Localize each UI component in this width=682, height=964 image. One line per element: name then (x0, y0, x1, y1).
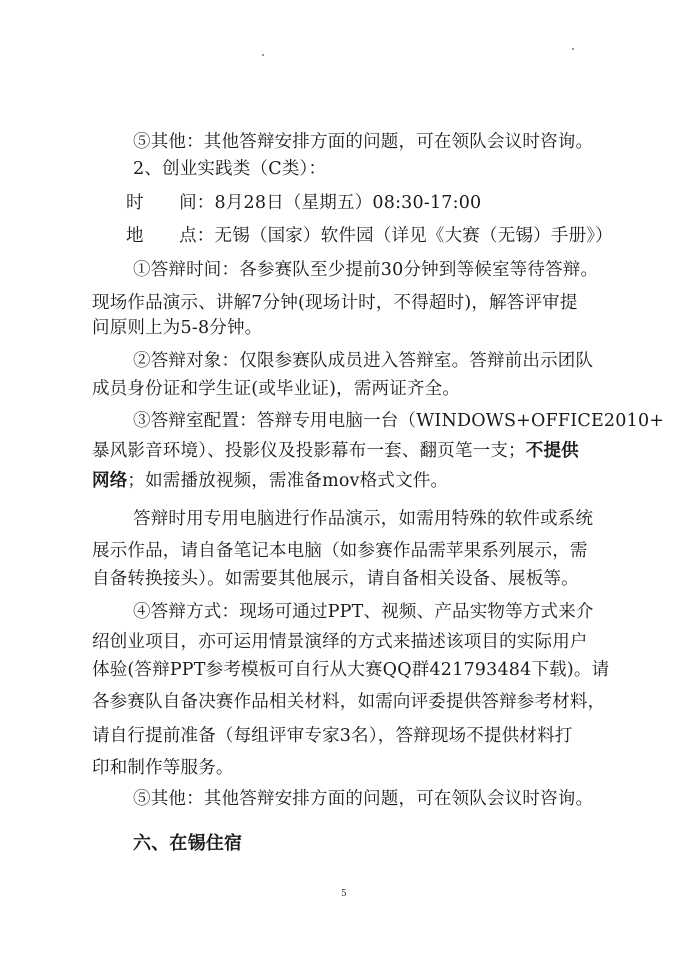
paragraph-line: 成员身份证和学生证(或毕业证)，需两证齐全。 (92, 379, 461, 399)
scan-speck (572, 48, 574, 50)
paragraph-line-location: 地 点：无锡（国家）软件园（详见《大赛（无锡）手册》） (126, 226, 613, 246)
line-text: ；如需播放视频，需准备mov格式文件。 (127, 471, 449, 491)
section-heading: 六、在锡住宿 (133, 833, 243, 854)
paragraph-line: 展示作品，请自备笔记本电脑（如参赛作品需苹果系列展示，需 (92, 541, 588, 561)
paragraph-line: 印和制作等服务。 (92, 758, 234, 778)
paragraph-line: 体验(答辩PPT参考模板可自行从大赛QQ群421793484下载)。请 (92, 660, 610, 680)
paragraph-line: 答辩时用专用电脑进行作品演示，如需用特殊的软件或系统 (133, 509, 594, 529)
bold-text: 不提供 (525, 441, 579, 461)
paragraph-line: ⑤其他：其他答辩安排方面的问题，可在领队会议时咨询。 (133, 132, 594, 152)
paragraph-line: 现场作品演示、讲解7分钟(现场计时，不得超时)，解答评审提 (92, 293, 578, 313)
paragraph-line: ②答辩对象：仅限参赛队成员进入答辩室。答辩前出示团队 (133, 351, 594, 371)
paragraph-line: 请自行提前准备（每组评审专家3名），答辩现场不提供材料打 (92, 726, 573, 746)
paragraph-line: ④答辩方式：现场可通过PPT、视频、产品实物等方式来介 (133, 602, 594, 622)
paragraph-line: 绍创业项目，亦可运用情景演绎的方式来描述该项目的实际用户 (92, 632, 588, 652)
paragraph-line: 自备转换接头）。如需要其他展示，请自备相关设备、展板等。 (92, 569, 579, 589)
paragraph-line-time: 时 间：8月28日（星期五）08:30-17:00 (126, 193, 482, 213)
paragraph-line: ①答辩时间：各参赛队至少提前30分钟到等候室等待答辩。 (133, 260, 599, 280)
paragraph-line (92, 470, 448, 492)
paragraph-line: 问原则上为5-8分钟。 (92, 318, 263, 338)
paragraph-line: 各参赛队自备决赛作品相关材料，如需向评委提供答辩参考材料， (92, 692, 606, 712)
paragraph-line: ③答辩室配置：答辩专用电脑一台（WINDOWS+OFFICE2010+ (133, 411, 665, 431)
line-text: 暴风影音环境）、投影仪及投影幕布一套、翻页笔一支； (92, 441, 526, 461)
page-number: 5 (341, 889, 347, 899)
scan-speck (262, 54, 264, 56)
paragraph-line (92, 440, 579, 462)
bold-text: 网络 (92, 471, 128, 491)
section-heading: 2、创业实践类（C类）： (133, 159, 327, 179)
paragraph-line: ⑤其他：其他答辩安排方面的问题，可在领队会议时咨询。 (133, 789, 594, 809)
